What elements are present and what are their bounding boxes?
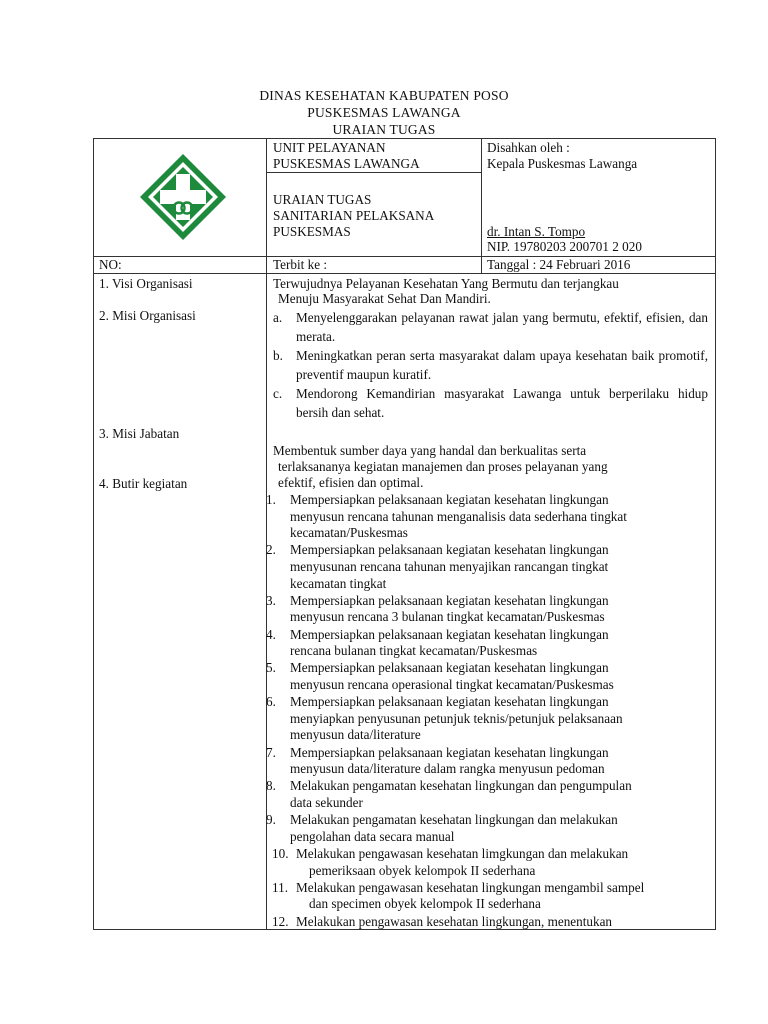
misi-jabatan-line-3: efektif, efisien dan optimal. [278, 475, 424, 490]
butir-item-number: 5. [266, 660, 276, 676]
puskesmas-logo-icon [138, 152, 228, 242]
butir-item-line: Melakukan pengawasan kesehatan limgkungan dan melakukan [296, 846, 629, 861]
butir-item-line: menyusun rencana 3 bulanan tingkat kecamatan/Puskesmas [290, 609, 605, 625]
document-title-line-2: SANITARIAN PELAKSANA [273, 208, 435, 223]
document-title-line-1: URAIAN TUGAS [273, 192, 372, 207]
butir-item-line: pemeriksaan obyek kelompok II sederhana [309, 862, 536, 878]
unit-line-1: UNIT PELAYANAN [273, 140, 386, 155]
approver-name: dr. Intan S. Tompo [487, 224, 586, 239]
misi-item: Mendorong Kemandirian masyarakat Lawanga untuk berperilaku hidup bersih dan sehat. [296, 386, 708, 420]
approval-label: Disahkan oleh : [487, 140, 570, 155]
visi-text-line-2: Menuju Masyarakat Sehat Dan Mandiri. [278, 291, 491, 306]
butir-item-number: 1. [266, 492, 276, 507]
butir-item-line: Melakukan pengawasan kesehatan lingkungan mengambil sampel [296, 879, 645, 895]
butir-item-line: menyusun rencana operasional tingkat kecamatan/Puskesmas [290, 677, 614, 692]
date-label: Tanggal : 24 Februari 2016 [487, 257, 631, 272]
misi-jabatan-line-1: Membentuk sumber daya yang handal dan berkualitas serta [273, 443, 587, 458]
butir-item-number: 6. [266, 694, 276, 710]
header-line-2: PUSKESMAS LAWANGA [307, 105, 461, 120]
butir-item-number: 10. [272, 846, 289, 861]
misi-marker: b. [273, 348, 283, 363]
label-visi-organisasi: 1. Visi Organisasi [99, 276, 193, 291]
doc-number-label: NO: [99, 257, 122, 272]
butir-item-line: Mempersiapkan pelaksanaan kegiatan kesehatan lingkungan [290, 626, 609, 642]
butir-item-number: 3. [266, 592, 276, 608]
misi-item: Menyelenggarakan pelayanan rawat jalan yang bermutu, efektif, efisien, dan merata. [296, 310, 708, 344]
header-line-1: DINAS KESEHATAN KABUPATEN POSO [259, 88, 509, 103]
butir-item-number: 9. [266, 812, 276, 828]
visi-text-line-1: Terwujudnya Pelayanan Kesehatan Yang Bermutu dan terjangkau [273, 276, 619, 291]
butir-item-number: 11. [272, 879, 288, 895]
butir-item-line: Melakukan pengamatan kesehatan lingkungan dan pengumpulan [290, 778, 632, 794]
approver-nip: NIP. 19780203 200701 2 020 [487, 239, 642, 254]
butir-item-line: Mempersiapkan pelaksanaan kegiatan kesehatan lingkungan [290, 542, 609, 558]
butir-item-line: data sekunder [290, 795, 363, 810]
butir-item-line: menyusun rencana tahunan menganalisis data sederhana tingkat [290, 508, 627, 524]
terbit-label: Terbit ke : [273, 257, 328, 272]
misi-marker: c. [273, 386, 283, 401]
butir-item-number: 8. [266, 778, 276, 794]
label-butir-kegiatan: 4. Butir kegiatan [99, 476, 188, 491]
approval-position: Kepala Puskesmas Lawanga [487, 156, 638, 171]
unit-line-2: PUSKESMAS LAWANGA [273, 156, 420, 171]
butir-item-line: menyusunan rencana tahunan menyajikan rancangan tingkat [290, 559, 609, 574]
butir-item-line: Mempersiapkan pelaksanaan kegiatan kesehatan lingkungan [290, 592, 609, 608]
butir-item-line: Melakukan pengawasan kesehatan lingkungan, menentukan [296, 913, 613, 929]
butir-item-line: kecamatan/Puskesmas [290, 525, 408, 541]
butir-item-line: menyusun data/literature [290, 727, 421, 743]
butir-item-line: pengolahan data secara manual [290, 828, 455, 844]
butir-item-line: Melakukan pengamatan kesehatan lingkungan dan melakukan [290, 812, 618, 828]
butir-item-line: Mempersiapkan pelaksanaan kegiatan kesehatan lingkungan [290, 660, 609, 676]
header-line-3: URAIAN TUGAS [332, 122, 436, 137]
misi-item: Meningkatkan peran serta masyarakat dalam upaya kesehatan baik promotif, preventif maupun kuratif. [296, 348, 708, 382]
butir-item-line: Mempersiapkan pelaksanaan kegiatan kesehatan lingkungan [290, 694, 609, 710]
misi-jabatan-line-2: terlaksananya kegiatan manajemen dan proses pelayanan yang [278, 459, 608, 474]
butir-item-number: 4. [266, 626, 276, 642]
document-title-line-3: PUSKESMAS [273, 224, 351, 239]
butir-item-number: 7. [266, 744, 276, 760]
butir-item-line: menyiapkan penyusunan petunjuk teknis/petunjuk pelaksanaan [290, 710, 623, 726]
misi-marker: a. [273, 310, 283, 325]
label-misi-jabatan: 3. Misi Jabatan [99, 426, 180, 441]
butir-item-line: dan specimen obyek kelompok II sederhana [309, 896, 541, 912]
butir-item-number: 12. [272, 913, 289, 929]
label-misi-organisasi: 2. Misi Organisasi [99, 308, 196, 323]
butir-item-line: Mempersiapkan pelaksanaan kegiatan kesehatan lingkungan [290, 492, 609, 507]
butir-item-line: Mempersiapkan pelaksanaan kegiatan kesehatan lingkungan [290, 744, 609, 760]
butir-item-line: kecamatan tingkat [290, 575, 387, 591]
butir-item-number: 2. [266, 542, 276, 558]
butir-item-line: rencana bulanan tingkat kecamatan/Puskesmas [290, 643, 538, 659]
butir-item-line: menyusun data/literature dalam rangka menyusun pedoman [290, 761, 605, 777]
